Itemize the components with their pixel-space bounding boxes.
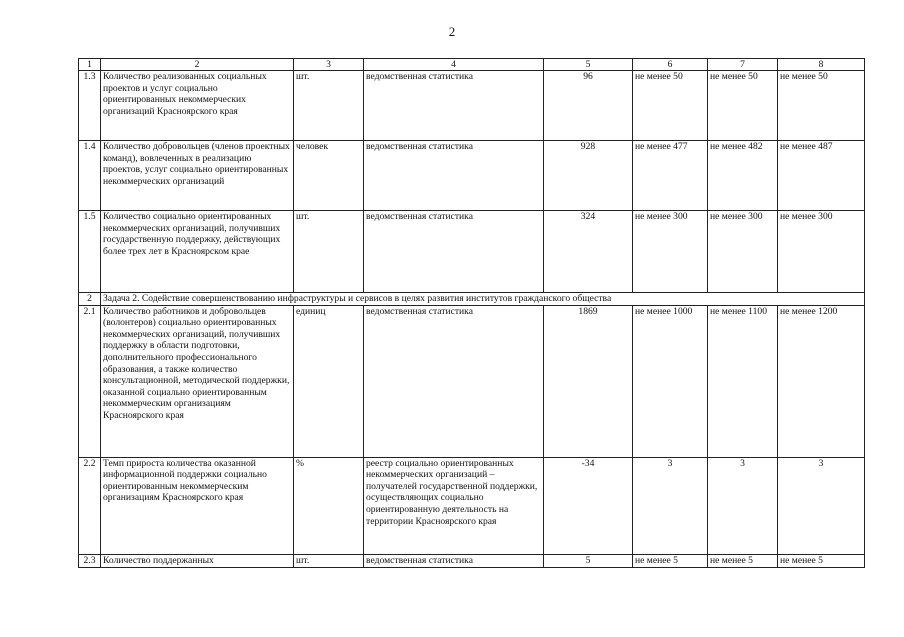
base-value: 928 (544, 141, 633, 211)
row-number: 1.5 (79, 211, 101, 293)
column-header: 2 (101, 59, 294, 71)
year1-value: не менее 5 (633, 554, 708, 567)
base-value: 96 (544, 71, 633, 141)
indicator-name: Количество работников и добровольцев (волонтеров) социально ориентированных некоммерческих организаций, получивших поддержку в области подготовки, дополнительного профессионального образования, а также количество консультационной, методической поддержки, оказанной социально ориентированным некоммерческим организациям Красноярского края (101, 305, 294, 457)
task-row (79, 293, 865, 306)
year2-value: не менее 50 (708, 71, 778, 141)
year1-value: не менее 300 (633, 211, 708, 293)
indicator-name: Количество добровольцев (членов проектных команд), вовлеченных в реализацию проектов, услуг социально ориентированных некоммерческих организаций (101, 141, 294, 211)
table-row (79, 71, 865, 141)
year3-value: не менее 487 (778, 141, 865, 211)
source-cell: ведомственная статистика (364, 305, 544, 457)
table-row (79, 211, 865, 293)
year1-value: 3 (633, 457, 708, 554)
year2-value: не менее 5 (708, 554, 778, 567)
row-number: 1.4 (79, 141, 101, 211)
row-number: 2.1 (79, 305, 101, 457)
indicator-name: Количество реализованных социальных проектов и услуг социально ориентированных некоммерческих организаций Красноярского края (101, 71, 294, 141)
year2-value: не менее 482 (708, 141, 778, 211)
column-header: 4 (364, 59, 544, 71)
source-cell: ведомственная статистика (364, 554, 544, 567)
base-value: 1869 (544, 305, 633, 457)
task-title: Задача 2. Содействие совершенствованию инфраструктуры и сервисов в целях развития институтов гражданского общества (101, 293, 865, 306)
column-header: 6 (633, 59, 708, 71)
base-value: 324 (544, 211, 633, 293)
year2-value: не менее 1100 (708, 305, 778, 457)
indicator-name: Количество поддержанных (101, 554, 294, 567)
year3-value: не менее 300 (778, 211, 865, 293)
indicators-table (78, 58, 865, 568)
year3-value: не менее 1200 (778, 305, 865, 457)
table-row (79, 554, 865, 567)
year3-value: не менее 50 (778, 71, 865, 141)
row-number: 2.2 (79, 457, 101, 554)
header-row (79, 59, 865, 71)
task-number: 2 (79, 293, 101, 306)
table-row (79, 305, 865, 457)
column-header: 1 (79, 59, 101, 71)
page-number: 2 (448, 24, 456, 39)
year1-value: не менее 1000 (633, 305, 708, 457)
column-header: 7 (708, 59, 778, 71)
column-header: 8 (778, 59, 865, 71)
row-number: 2.3 (79, 554, 101, 567)
table-row (79, 457, 865, 554)
unit-cell: шт. (294, 211, 364, 293)
indicator-name: Темп прироста количества оказанной информационной поддержки социально ориентированным некоммерческим организациям Красноярского края (101, 457, 294, 554)
unit-cell: шт. (294, 554, 364, 567)
unit-cell: единиц (294, 305, 364, 457)
column-header: 3 (294, 59, 364, 71)
base-value: 5 (544, 554, 633, 567)
source-cell: ведомственная статистика (364, 211, 544, 293)
source-cell: ведомственная статистика (364, 71, 544, 141)
year3-value: не менее 5 (778, 554, 865, 567)
column-header: 5 (544, 59, 633, 71)
table-row (79, 141, 865, 211)
unit-cell: % (294, 457, 364, 554)
base-value: -34 (544, 457, 633, 554)
row-number: 1.3 (79, 71, 101, 141)
year2-value: 3 (708, 457, 778, 554)
year1-value: не менее 50 (633, 71, 708, 141)
source-cell: реестр социально ориентированных некоммерческих организаций – получателей государственной поддержки, осуществляющих социально ориентированную деятельность на территории Красноярского края (364, 457, 544, 554)
unit-cell: человек (294, 141, 364, 211)
source-cell: ведомственная статистика (364, 141, 544, 211)
year1-value: не менее 477 (633, 141, 708, 211)
indicator-name: Количество социально ориентированных некоммерческих организаций, получивших государственную поддержку, действующих более трех лет в Красноярском крае (101, 211, 294, 293)
year2-value: не менее 300 (708, 211, 778, 293)
unit-cell: шт. (294, 71, 364, 141)
year3-value: 3 (778, 457, 865, 554)
